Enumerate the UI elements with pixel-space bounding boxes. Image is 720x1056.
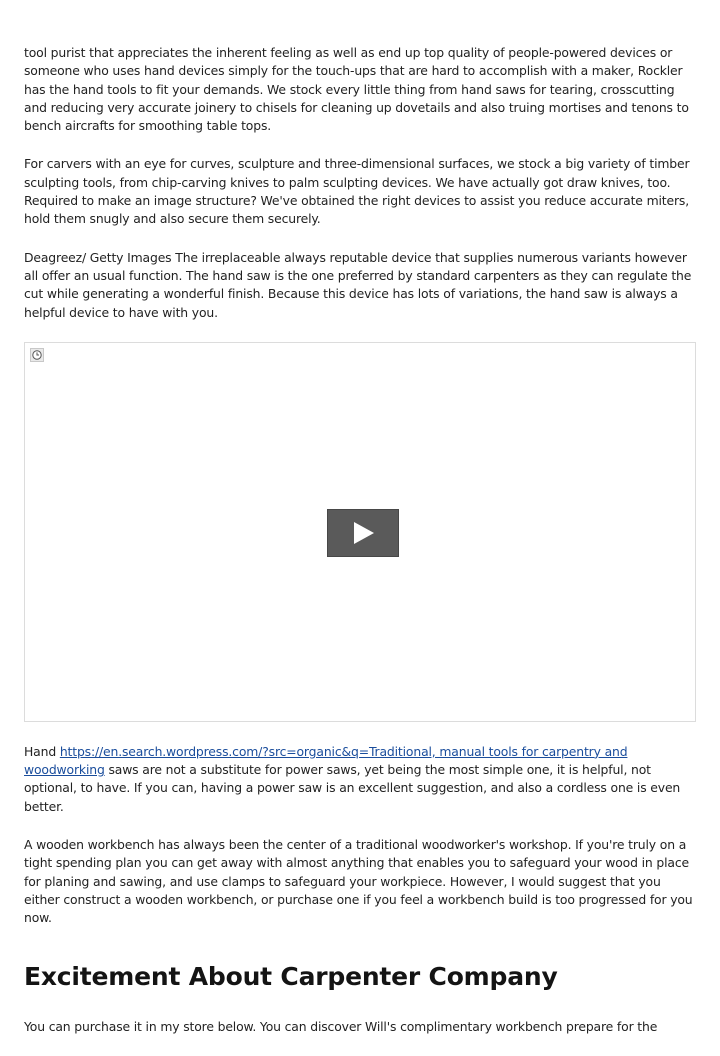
paragraph-5: A wooden workbench has always been the center of a traditional woodworker's workshop. If you're truly on a tight spending plan you can get away with almost anything that enables you to safeguard your wood in place for planing and sawing, and use clamps to safeguard your workpiece. However, I would suggest that you either construct a wooden workbench, or purchase one if you feel a workbench build is too progressed for you now. bbox=[24, 837, 693, 926]
paragraph-1: tool purist that appreciates the inherent feeling as well as end up top quality of people-powered devices or someone who uses hand devices simply for the touch-ups that are hard to accomplish with a maker, Rockler has the hand tools to fit your demands. We stock every little thing from hand saws for tearing, crosscutting and reducing very accurate joinery to chisels for cleaning up dovetails and also truing mortises and tenons to bench aircrafts for smoothing table tops. bbox=[24, 45, 689, 134]
paragraph-4-suffix: saws are not a substitute for power saws, yet being the most simple one, it is helpful, not optional, to have. If you can, having a power saw is an excellent suggestion, and also a cordless one is even better. bbox=[24, 762, 681, 814]
paragraph-4-prefix: Hand bbox=[24, 743, 60, 759]
section-heading: Excitement About Carpenter Company bbox=[24, 961, 558, 991]
play-icon bbox=[328, 510, 398, 556]
clock-icon bbox=[30, 348, 44, 362]
video-embed[interactable] bbox=[24, 342, 696, 722]
article-body bbox=[24, 44, 696, 1056]
play-button[interactable] bbox=[327, 509, 399, 557]
paragraph-2: For carvers with an eye for curves, sculpture and three-dimensional surfaces, we stock a big variety of timber sculpting tools, from chip-carving knives to palm sculpting devices. We have actually got draw knives, too. Required to make an image structure? We've obtained the right devices to assist you reduce accurate miters, hold them snugly and also secure them securely. bbox=[24, 156, 690, 227]
paragraph-4 bbox=[24, 743, 696, 816]
paragraph-3: Deagreez/ Getty Images The irreplaceable always reputable device that supplies numerous variants however all offer an usual function. The hand saw is the one preferred by standard carpenters as they can regulate the cut while generating a wonderful finish. Because this device has lots of variations, the hand saw is always a helpful device to have with you. bbox=[24, 249, 692, 320]
paragraph-6: You can purchase it in my store below. You can discover Will's complimentary workbench prepare for the bbox=[24, 1018, 658, 1034]
search-link[interactable]: https://en.search.wordpress.com/?src=organic&q=Traditional, manual tools for carpentry and woodworking bbox=[24, 743, 628, 778]
